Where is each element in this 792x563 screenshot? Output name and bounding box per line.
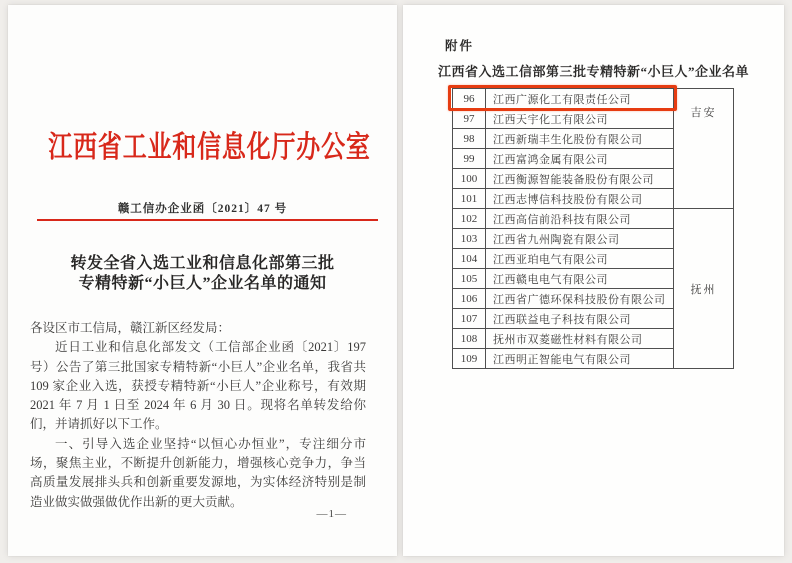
document-title-line1: 转发全省入选工业和信息化部第三批 — [70, 255, 335, 272]
row-number: 104 — [453, 249, 486, 269]
row-number: 101 — [453, 189, 486, 209]
company-name: 江西新瑞丰生化股份有限公司 — [486, 129, 674, 149]
company-name: 江西联益电子科技有限公司 — [486, 309, 674, 329]
letter-page — [8, 5, 397, 556]
row-number: 97 — [453, 109, 486, 129]
red-divider-rule — [37, 219, 378, 221]
row-number: 100 — [453, 169, 486, 189]
row-number: 106 — [453, 289, 486, 309]
row-number: 98 — [453, 129, 486, 149]
company-list-title: 江西省入选工信部第三批专精特新“小巨人”企业名单 — [437, 64, 749, 79]
company-name: 江西明正智能电气有限公司 — [486, 349, 674, 369]
company-name: 江西富鸿金属有限公司 — [486, 149, 674, 169]
document-number: 赣工信办企业函〔2021〕47 号 — [117, 203, 288, 215]
salutation: 各设区市工信局，赣江新区经发局： — [30, 321, 231, 335]
company-name: 江西省广德环保科技股份有限公司 — [486, 289, 674, 309]
company-name: 江西亚珀电气有限公司 — [486, 249, 674, 269]
table-row — [453, 209, 734, 229]
company-name: 江西高信前沿科技有限公司 — [486, 209, 674, 229]
attachment-label: 附件 — [445, 39, 475, 53]
document-title — [8, 254, 397, 294]
company-name: 江西天宇化工有限公司 — [486, 109, 674, 129]
row-number: 107 — [453, 309, 486, 329]
region-label: 抚州 — [674, 209, 734, 369]
company-name: 抚州市双菱磁性材料有限公司 — [486, 329, 674, 349]
company-table — [452, 88, 734, 369]
row-number: 105 — [453, 269, 486, 289]
row-number: 103 — [453, 229, 486, 249]
company-name: 江西广源化工有限责任公司 — [486, 89, 674, 109]
row-number: 109 — [453, 349, 486, 369]
paragraph-1: 近日工业和信息化部发文（工信部企业函〔2021〕197 号）公告了第三批国家专精特新“小巨人”企业名单，我省共 109 家企业入选，获授专精特新“小巨人”企业称号，有效期 2021 年 7 月 1 日至 2024 年 6 月 30 日。现将名单转发给你们，并请抓好以下工作。 — [30, 340, 366, 432]
table-row — [453, 89, 734, 109]
row-number: 99 — [453, 149, 486, 169]
row-number: 102 — [453, 209, 486, 229]
agency-masthead-text: 江西省工业和信息化厅办公室 — [48, 131, 371, 164]
company-name: 江西省九州陶瓷有限公司 — [486, 229, 674, 249]
row-number: 108 — [453, 329, 486, 349]
company-name: 江西赣电电气有限公司 — [486, 269, 674, 289]
page-number: —1— — [316, 508, 347, 520]
document-title-line2: 专精特新“小巨人”企业名单的通知 — [78, 275, 327, 292]
attachment-page — [403, 5, 784, 556]
agency-masthead — [8, 129, 397, 167]
company-table-wrap — [452, 88, 734, 369]
company-name: 江西衡源智能装备股份有限公司 — [486, 169, 674, 189]
letter-body — [30, 319, 366, 512]
region-label: 吉安 — [674, 89, 734, 209]
row-number: 96 — [453, 89, 486, 109]
paragraph-2: 一、引导入选企业坚持“以恒心办恒业”，专注细分市场，聚焦主业，不断提升创新能力，增强核心竞争力，争当高质量发展排头兵和创新重要发源地，为实体经济特别是制造业做实做强做优作出新的更大贡献。 — [30, 436, 366, 509]
company-name: 江西志博信科技股份有限公司 — [486, 189, 674, 209]
